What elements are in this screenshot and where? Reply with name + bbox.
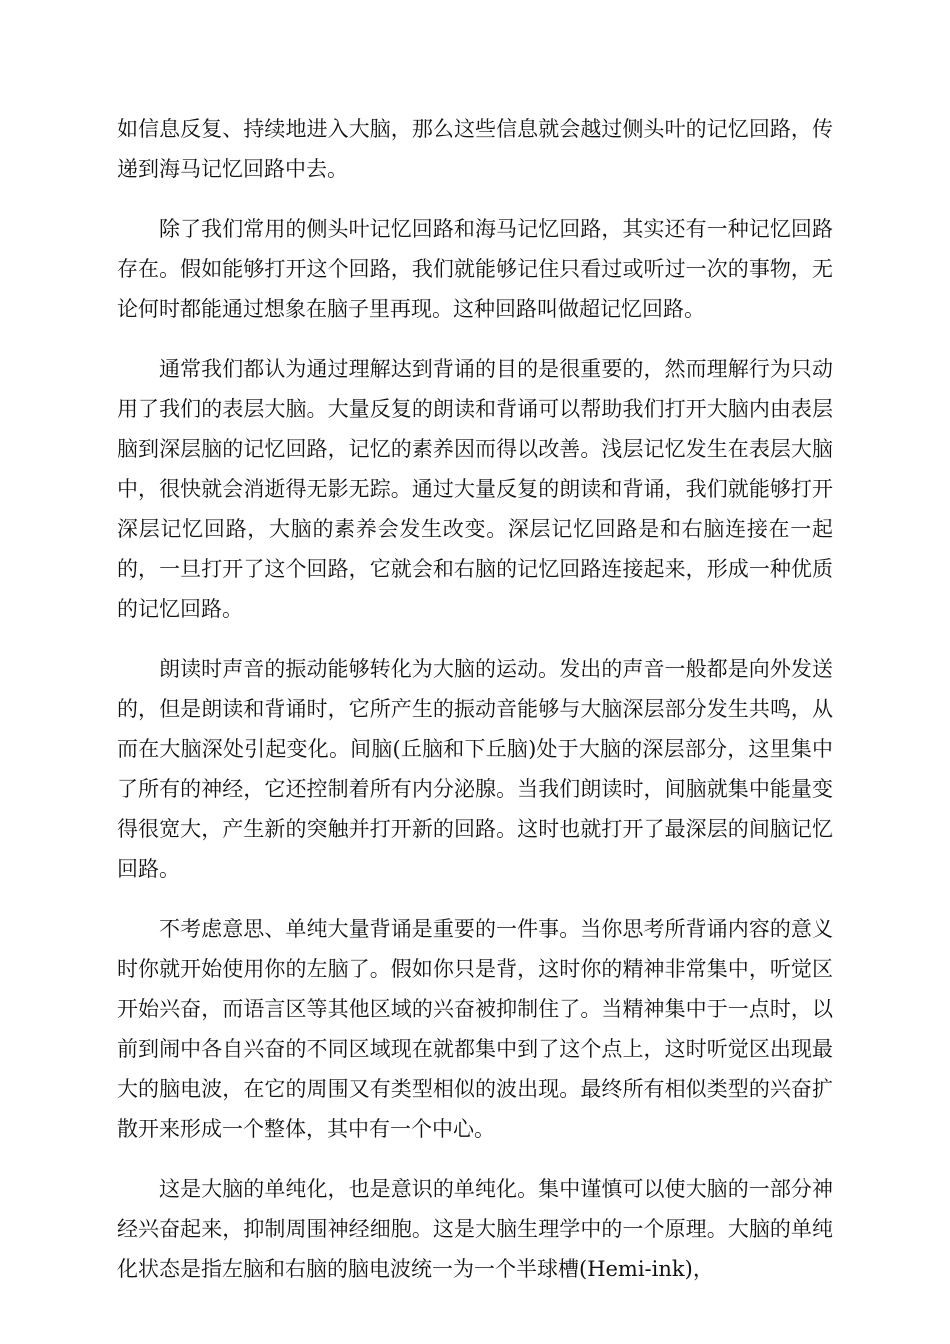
document-page <box>117 109 833 1309</box>
paragraph-3: 通常我们都认为通过理解达到背诵的目的是很重要的，然而理解行为只动用了我们的表层大脑。大量反复的朗读和背诵可以帮助我们打开大脑内由表层脑到深层脑的记忆回路，记忆的素养因而得以改善。浅层记忆发生在表层大脑中，很快就会消逝得无影无踪。通过大量反复的朗读和背诵，我们就能够打开深层记忆回路，大脑的素养会发生改变。深层记忆回路是和右脑连接在一起的，一旦打开了这个回路，它就会和右脑的记忆回路连接起来，形成一种优质的记忆回路。 <box>117 357 833 621</box>
paragraph-6: 这是大脑的单纯化，也是意识的单纯化。集中谨慎可以使大脑的一部分神经兴奋起来，抑制周围神经细胞。这是大脑生理学中的一个原理。大脑的单纯化状态是指左脑和右脑的脑电波统一为一个半球槽(Hemi-ink)， <box>117 1177 833 1281</box>
paragraph-2: 除了我们常用的侧头叶记忆回路和海马记忆回路，其实还有一种记忆回路存在。假如能够打开这个回路，我们就能够记住只看过或听过一次的事物，无论何时都能通过想象在脑子里再现。这种回路叫做超记忆回路。 <box>117 217 833 321</box>
paragraph-4: 朗读时声音的振动能够转化为大脑的运动。发出的声音一般都是向外发送的，但是朗读和背诵时，它所产生的振动音能够与大脑深层部分发生共鸣，从而在大脑深处引起变化。间脑(丘脑和下丘脑)处于大脑的深层部分，这里集中了所有的神经，它还控制着所有内分泌腺。当我们朗读时，间脑就集中能量变得很宽大，产生新的突触并打开新的回路。这时也就打开了最深层的间脑记忆回路。 <box>117 657 833 881</box>
paragraph-1: 如信息反复、持续地进入大脑，那么这些信息就会越过侧头叶的记忆回路，传递到海马记忆回路中去。 <box>117 117 833 181</box>
paragraph-5: 不考虑意思、单纯大量背诵是重要的一件事。当你思考所背诵内容的意义时你就开始使用你的左脑了。假如你只是背，这时你的精神非常集中，听觉区开始兴奋，而语言区等其他区域的兴奋被抑制住了。当精神集中于一点时，以前到闹中各自兴奋的不同区域现在就都集中到了这个点上，这时听觉区出现最大的脑电波，在它的周围又有类型相似的波出现。最终所有相似类型的兴奋扩散开来形成一个整体，其中有一个中心。 <box>117 917 833 1141</box>
